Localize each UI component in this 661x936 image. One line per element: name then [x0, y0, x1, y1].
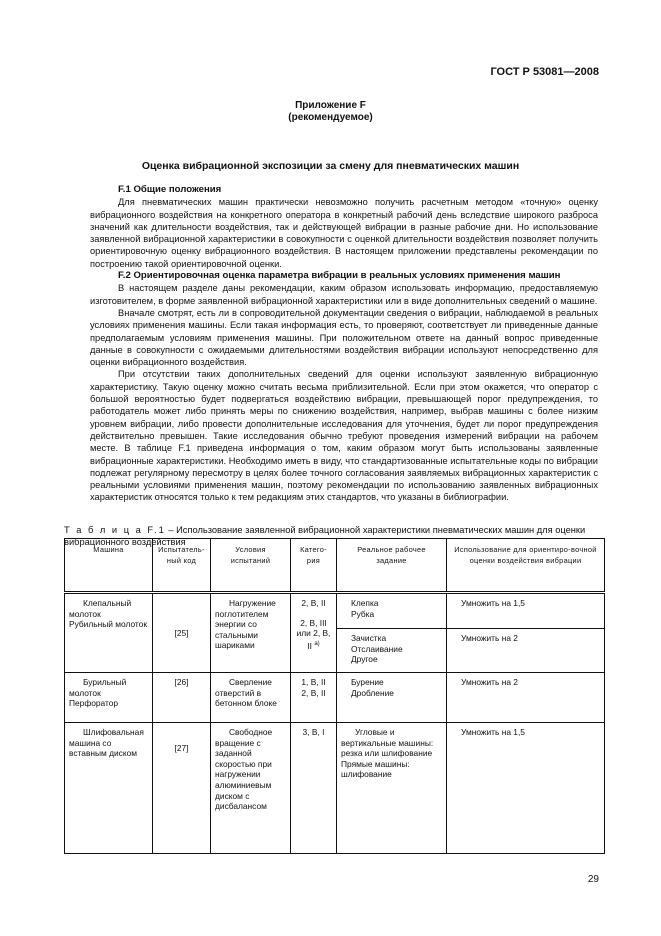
cell-use: Умножить на 2 [447, 673, 605, 723]
category-2: 2, B, III или 2, B, II [296, 617, 331, 651]
cell-category: 3, B, I [291, 723, 337, 854]
cell-code: [26] [153, 673, 211, 723]
cell-code: [27] [153, 723, 211, 854]
section-heading: F.2 Ориентировочная оценка параметра вибрации в реальных условиях применения машин [118, 270, 561, 282]
paragraph: В настоящем разделе даны рекомендации, каким образом использовать информацию, предоставляемую изготовителем, в форме заявленной вибрационной характеристики или в виде дополнительных сведений о машине. [90, 283, 598, 306]
table-row [65, 673, 605, 723]
col-header: Катего-рия [291, 539, 337, 593]
cell-use: Умножить на 1,5 [447, 723, 605, 854]
appendix-title: Приложение F [295, 100, 366, 111]
category-1: 2, B, II [301, 598, 326, 608]
main-title: Оценка вибрационной экспозиции за смену для пневматических машин [141, 160, 520, 172]
footnote-ref: a) [314, 640, 320, 647]
page-number: 29 [587, 874, 599, 885]
appendix-heading [0, 100, 661, 124]
table-row [65, 593, 605, 629]
col-header: Машина [65, 539, 153, 593]
cell-task: Зачистка Отслаивание Другое [337, 629, 447, 673]
paragraph: Для пневматических машин практически невозможно получить расчетным методом «точную» оценку вибрационного воздействия на конкретного оператора в конкретный рабочий день вследствие широкого разброса значений как длительности воздействия, так и действующей вибрации в разные рабочие дни. Но использование заявленной вибрационной характеристики в совокупности с оценкой длительности воздействия позволяет получить ориентировочную оценку вибрационного воздействия. В настоящем приложении представлены рекомендации по построению такой ориентировочной оценки. [90, 197, 598, 269]
cell-machine: Бурильный молоток Перфоратор [65, 673, 153, 723]
cell-task: Угловые и вертикальные машины: резка или шлифование Прямые машины: шлифование [337, 723, 447, 854]
cell-use: Умножить на 1,5 [447, 593, 605, 629]
cell-conditions: Свободное вращение с заданной скоростью при нагружении алюминиевым диском с дисбалансом [211, 723, 291, 854]
section-heading: F.1 Общие положения [118, 184, 222, 195]
table-header-row [65, 539, 605, 593]
cell-conditions: Нагружение поглотителем энергии со стальными шариками [211, 593, 291, 673]
table-f1 [64, 538, 605, 854]
cell-category [291, 593, 337, 673]
col-header: Условия испытаний [211, 539, 291, 593]
cell-conditions: Сверление отверстий в бетонном блоке [211, 673, 291, 723]
cell-machine: Шлифовальная машина со вставным диском [65, 723, 153, 854]
cell-code: [25] [153, 593, 211, 673]
paragraph: При отсутствии таких дополнительных сведений для оценки используют заявленную вибрационную характеристику. Такую оценку можно считать весьма приблизительной. Если при этом окажется, что оператор с большой вероятностью будет подвергаться воздействию вибрации, превышающей порог предупреждения, то работодатель может либо принять меры по снижению воздействия, например, выбрав машины с более низким уровнем вибрации, либо провести дополнительные исследования для уточнения, будет ли порог предупреждения действительно превышен. Такие исследования обычно требуют проведения измерений вибрации на рабочем месте. В таблице F.1 приведена информация о том, каким образом могут быть использованы заявленные вибрационные характеристики. Необходимо иметь в виду, что стандартизованные испытательные коды по вибрации подлежат регулярному пересмотру в целях более точного согласования заявляемых вибрационных характеристик с реальными условиями применения машин, поэтому рекомендации по использованию заявленных вибрационных характеристик относятся только к тем редакциям этих стандартов, что указаны в библиографии. [90, 369, 598, 503]
col-header: Реальное рабочее задание [337, 539, 447, 593]
col-header: Испытатель-ный код [153, 539, 211, 593]
body-text [90, 184, 598, 504]
table-row [65, 723, 605, 854]
col-header: Использование для ориентиро-вочной оценки воздействия вибрации [447, 539, 605, 593]
cell-category: 1, B, II 2, B, II [291, 673, 337, 723]
table-caption-text: – Использование заявленной вибрационной характеристики пневматических машин для оценки вибрационного воздействия [64, 525, 586, 548]
cell-task: Бурение Дробление [337, 673, 447, 723]
appendix-type: (рекомендуемое) [288, 112, 373, 123]
cell-use: Умножить на 2 [447, 629, 605, 673]
document-id: ГОСТ Р 53081—2008 [490, 66, 599, 78]
cell-task: Клепка Рубка [337, 593, 447, 629]
paragraph: Вначале смотрят, есть ли в сопроводительной документации сведения о вибрации, наблюдаемой в реальных условиях применения машины. Если такая информация есть, то проверяют, соответствует ли приведенные данные предполагаемым условиям применения машины. При положительном ответе на данный вопрос приведенные данные в совокупности с ожидаемыми длительностями воздействия вибрации используют непосредственно для оценки вибрационного воздействия. [90, 307, 598, 368]
table-label: Т а б л и ц а F.1 [64, 525, 166, 535]
cell-machine: Клепальный молоток Рубильный молоток [65, 593, 153, 673]
